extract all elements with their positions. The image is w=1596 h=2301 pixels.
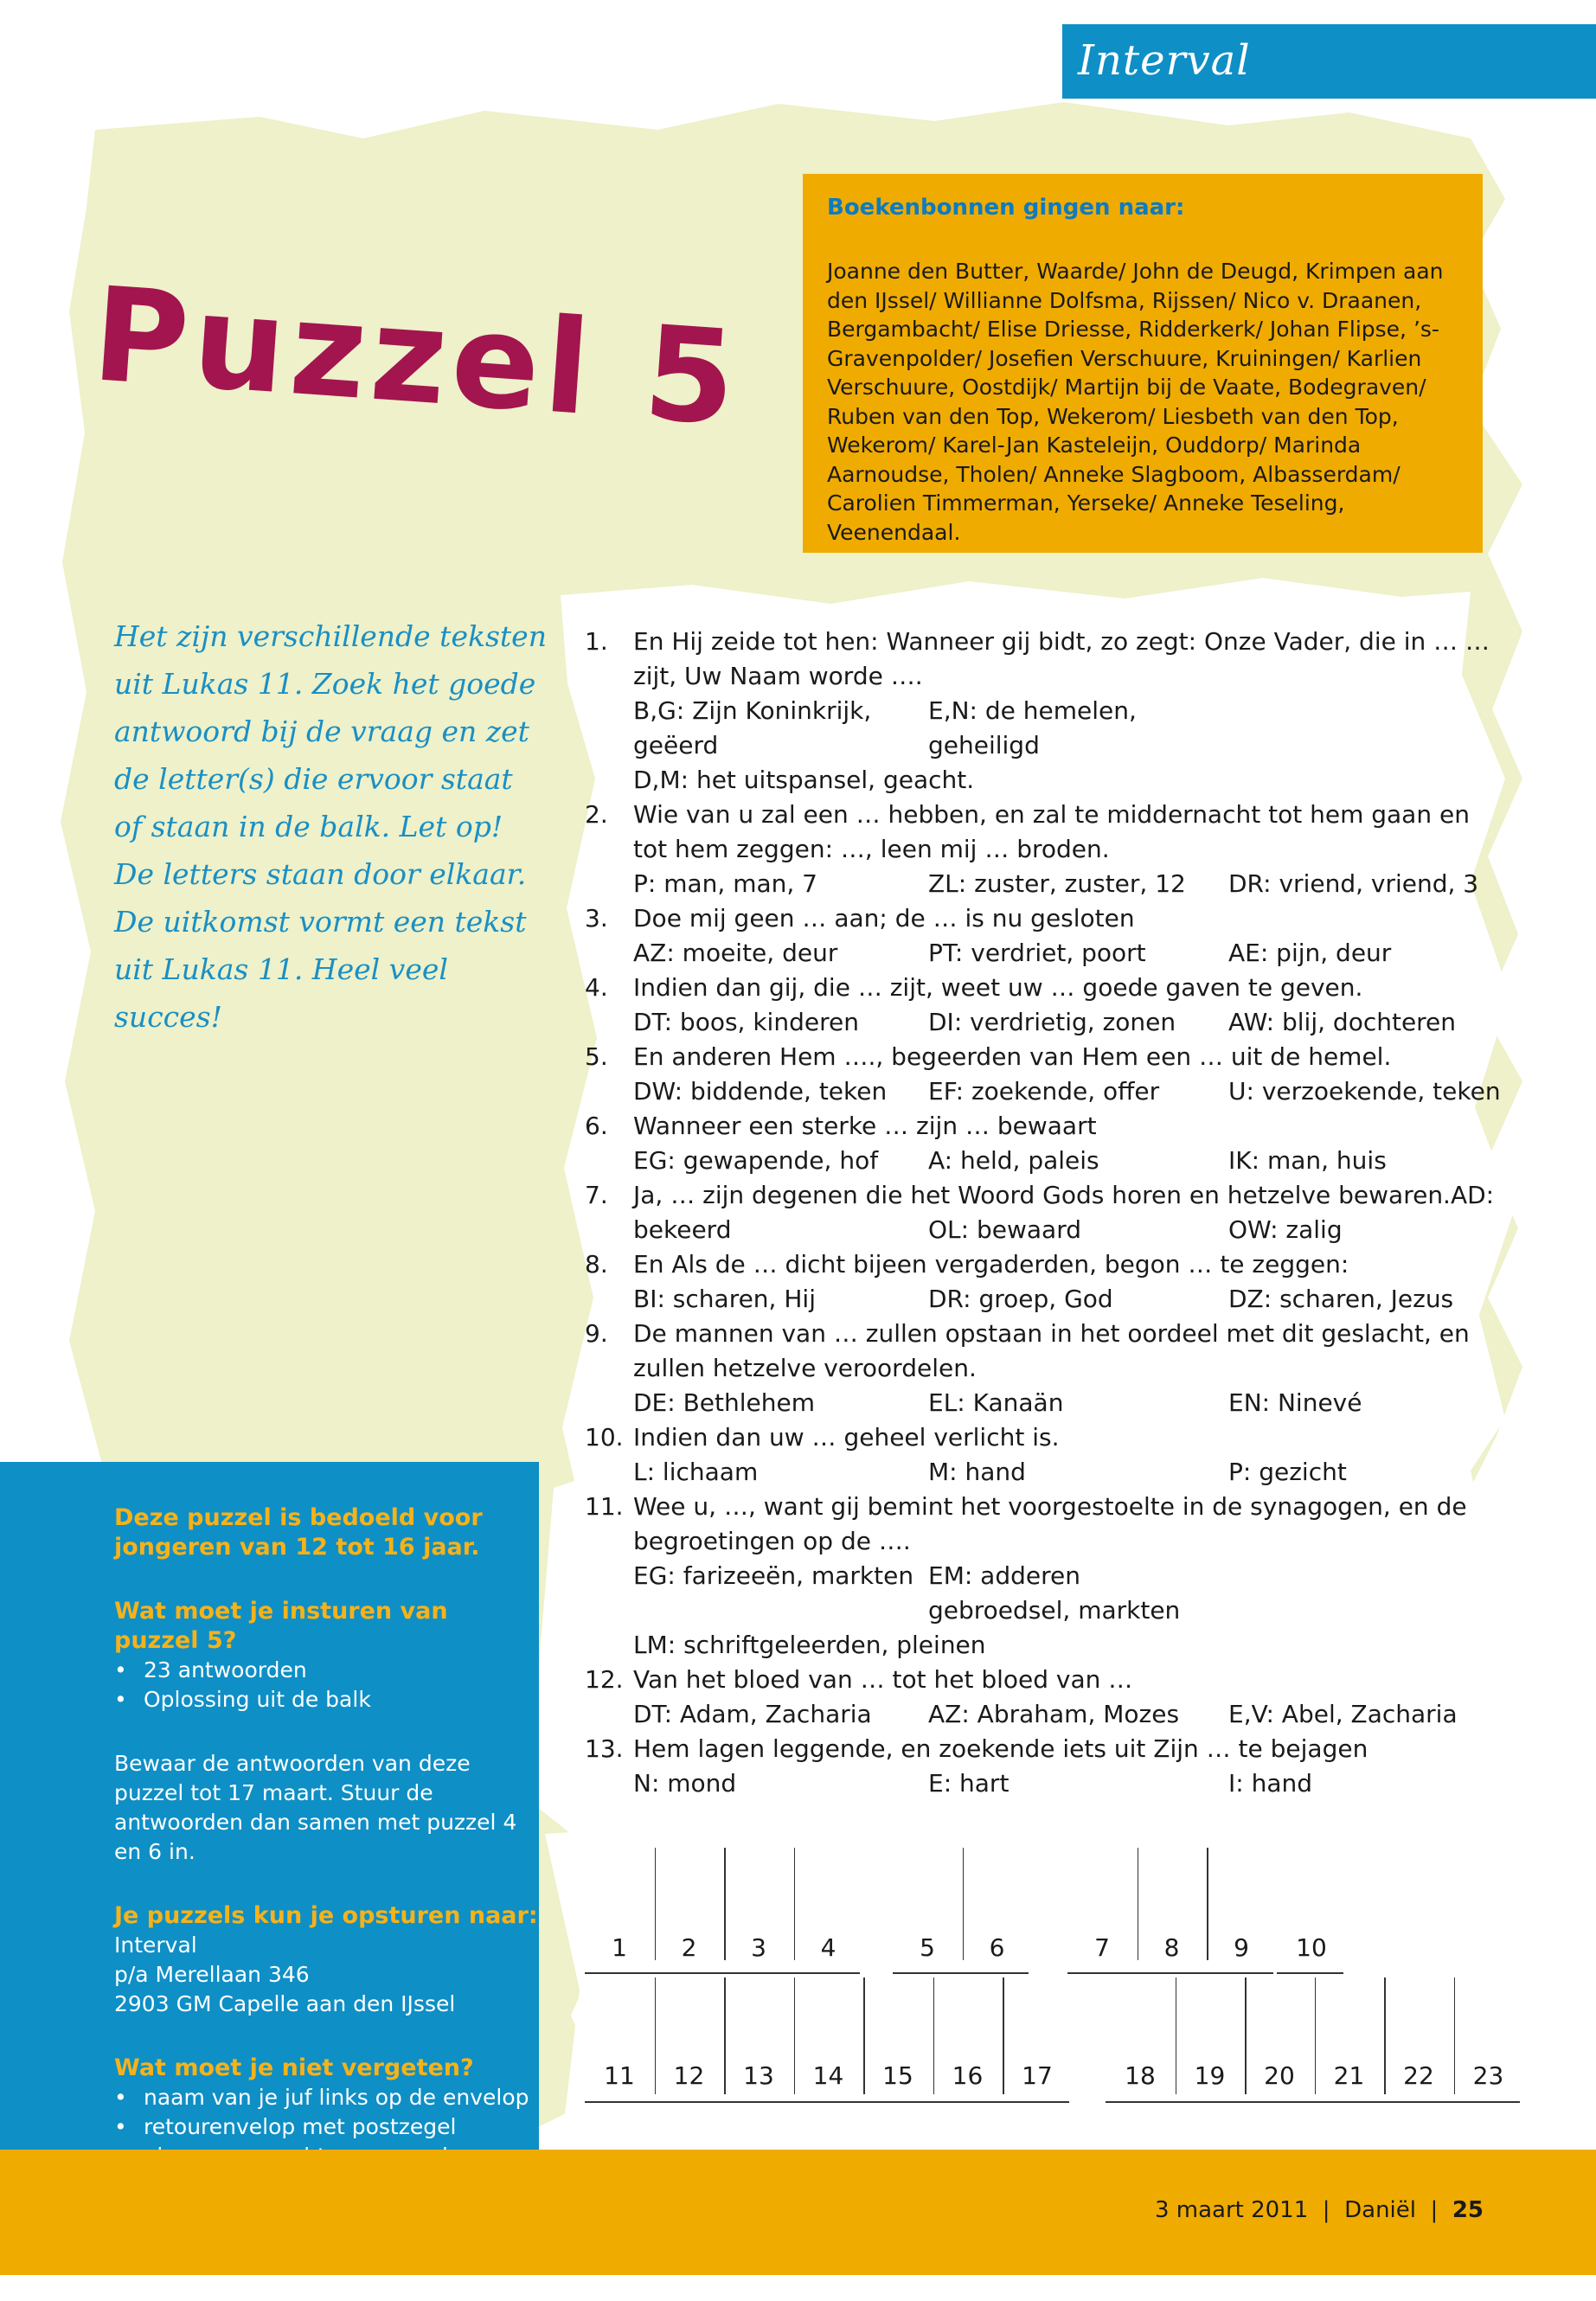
answer-option: D,M: het uitspansel, geacht. <box>633 766 975 794</box>
page-number: 25 <box>1452 2197 1484 2223</box>
question-number: 3. <box>585 904 608 933</box>
question-text: Hem lagen leggende, en zoekende iets uit Zijn … te bejagen <box>633 1734 1368 1763</box>
keep-text: Bewaar de antwoorden van deze puzzel tot 17 maart. Stuur de antwoorden dan samen met puzzel 4 en 6 in. <box>114 1751 517 1864</box>
answer-options <box>633 1282 1502 1317</box>
list-item: • retourenvelop met postzegel <box>114 2112 539 2142</box>
question-text: Doe mij geen … aan; de … is nu gesloten <box>633 904 1135 933</box>
answer-underline <box>893 1972 1029 1974</box>
answer-options <box>633 1559 1502 1628</box>
list-item: • Oplossing uit de balk <box>114 1685 539 1715</box>
answer-options <box>633 1697 1502 1732</box>
answer-option: EF: zoekende, offer <box>928 1077 1160 1106</box>
answer-option: DZ: scharen, Jezus <box>1228 1285 1454 1313</box>
question-item <box>585 625 1502 798</box>
answer-option: N: mond <box>633 1769 737 1798</box>
winners-heading: Boekenbonnen gingen naar: <box>827 195 1185 221</box>
question-list <box>585 625 1502 1801</box>
info-box <box>0 1462 539 2150</box>
question-item <box>585 1040 1502 1109</box>
section-label: Interval <box>1078 36 1251 85</box>
answer-option: E,V: Abel, Zacharia <box>1228 1700 1458 1728</box>
cell-number: 21 <box>1333 2061 1365 2090</box>
address-line: Interval <box>114 1932 197 1958</box>
question-number: 11. <box>585 1492 624 1521</box>
answer-underline <box>1106 2101 1520 2103</box>
cell-number: 20 <box>1264 2061 1295 2090</box>
question-text: De mannen van … zullen opstaan in het oordeel met dit geslacht, en zullen hetzelve veroordelen. <box>633 1319 1470 1382</box>
cell-number: 7 <box>1094 1933 1110 1962</box>
question-number: 1. <box>585 627 608 656</box>
cell-number: 15 <box>882 2061 913 2090</box>
answer-option: EM: adderen gebroedsel, markten <box>928 1561 1181 1625</box>
send-list <box>114 1656 539 1715</box>
answer-option: P: gezicht <box>1228 1458 1347 1486</box>
answer-option: DW: biddende, teken <box>633 1077 888 1106</box>
answer-options <box>633 1074 1502 1109</box>
answer-option: DR: vriend, vriend, 3 <box>1228 869 1479 898</box>
question-number: 4. <box>585 973 608 1002</box>
question-number: 8. <box>585 1250 608 1279</box>
answer-options <box>633 1144 1502 1178</box>
address-line: p/a Merellaan 346 <box>114 1962 310 1987</box>
page-title: Puzzel 5 <box>87 260 746 456</box>
cell-number: 8 <box>1163 1933 1180 1962</box>
winners-list: Joanne den Butter, Waarde/ John de Deugd, Krimpen aan den IJssel/ Willianne Dolfsma, Rijssen/ Nico v. Draanen, Bergambacht/ Elise Driesse, Ridderkerk/ Johan Flipse, ’s-Gravenpolder/ Josefien Verschuure, Kruiningen/ Karlien Verschuure, Oostdijk/ Martijn bij de Vaate, Bodegraven/ Ruben van den Top, Wekerom/ Liesbeth van den Top, Wekerom/ Karel-Jan Kasteleijn, Ouddorp/ Marinda Aarnoudse, Tholen/ Anneke Slagboom, Albasserdam/ Carolien Timmerman, Yerseke/ Anneke Teseling, Veenendaal. <box>827 259 1444 545</box>
question-item <box>585 1178 1502 1247</box>
answer-option: OW: zalig <box>1228 1215 1343 1244</box>
question-text: En Als de … dicht bijeen vergaderden, begon … te zeggen: <box>633 1250 1349 1279</box>
question-item <box>585 901 1502 971</box>
question-number: 7. <box>585 1181 608 1209</box>
question-number: 10. <box>585 1423 624 1452</box>
answer-option: AW: blij, dochteren <box>1228 1008 1457 1036</box>
answer-option: EL: Kanaän <box>928 1388 1064 1417</box>
answer-option: AE: pijn, deur <box>1228 939 1392 967</box>
answer-option: E,N: de hemelen, geheiligd <box>928 696 1137 760</box>
answer-option: EN: Ninevé <box>1228 1388 1362 1417</box>
question-text: Indien dan gij, die … zijt, weet uw … goede gaven te geven. <box>633 973 1363 1002</box>
question-item <box>585 1420 1502 1490</box>
answer-underline <box>585 1972 860 1974</box>
question-number: 6. <box>585 1112 608 1140</box>
cell-number: 18 <box>1125 2061 1156 2090</box>
question-text: Ja, … zijn degenen die het Woord Gods horen en hetzelve bewaren.AD: <box>633 1181 1495 1209</box>
answer-option: AZ: moeite, deur <box>633 939 838 967</box>
answer-options <box>633 936 1502 971</box>
cell-number: 9 <box>1234 1933 1249 1962</box>
cell-number: 17 <box>1022 2061 1053 2090</box>
footer-bar: 3 maart 2011 | Daniël | 25 <box>0 2150 1596 2275</box>
answer-option: A: held, paleis <box>928 1146 1099 1175</box>
forget-heading: Wat moet je niet vergeten? <box>114 2054 474 2081</box>
question-text: Wee u, …, want gij bemint het voorgestoelte in de synagogen, en de begroetingen op de …. <box>633 1492 1467 1555</box>
answer-option: DI: verdrietig, zonen <box>928 1008 1176 1036</box>
list-item: • 23 antwoorden <box>114 1656 539 1685</box>
question-number: 9. <box>585 1319 608 1348</box>
answer-option: DR: groep, God <box>928 1285 1113 1313</box>
answer-option: ZL: zuster, zuster, 12 <box>928 869 1186 898</box>
answer-option: EG: farizeeën, markten <box>633 1561 914 1590</box>
cell-number: 6 <box>989 1933 1005 1962</box>
answer-underline <box>585 2101 1069 2103</box>
answer-option: E: hart <box>928 1769 1010 1798</box>
question-item <box>585 971 1502 1040</box>
answer-bar <box>585 1851 1502 2111</box>
question-item <box>585 1490 1502 1663</box>
question-number: 5. <box>585 1042 608 1071</box>
answer-option: DT: Adam, Zacharia <box>633 1700 872 1728</box>
send-heading: Wat moet je insturen van puzzel 5? <box>114 1598 448 1654</box>
question-text: Wie van u zal een … hebben, en zal te middernacht tot hem gaan en tot hem zeggen: …, leen mij … broden. <box>633 800 1470 863</box>
question-item <box>585 1317 1502 1420</box>
cell-number: 14 <box>812 2061 844 2090</box>
answer-option: P: man, man, 7 <box>633 869 817 898</box>
cell-number: 10 <box>1296 1933 1327 1962</box>
cell-number: 2 <box>681 1933 697 1962</box>
question-number: 2. <box>585 800 608 829</box>
answer-options <box>633 1766 1502 1801</box>
answer-option: I: hand <box>1228 1769 1313 1798</box>
address-heading: Je puzzels kun je opsturen naar: <box>114 1902 538 1929</box>
question-text: Van het bloed van … tot het bloed van … <box>633 1665 1133 1694</box>
answer-options <box>633 1005 1502 1040</box>
cell-number: 4 <box>820 1933 836 1962</box>
question-item <box>585 1109 1502 1178</box>
answer-option: DT: boos, kinderen <box>633 1008 859 1036</box>
cell-number: 13 <box>743 2061 774 2090</box>
answer-option: DE: Bethlehem <box>633 1388 815 1417</box>
question-text: Wanneer een sterke … zijn … bewaart <box>633 1112 1097 1140</box>
answer-option: L: lichaam <box>633 1458 759 1486</box>
cell-number: 22 <box>1403 2061 1434 2090</box>
answer-options <box>633 867 1502 901</box>
question-item <box>585 798 1502 901</box>
cell-number: 3 <box>751 1933 766 1962</box>
question-text: Indien dan uw … geheel verlicht is. <box>633 1423 1060 1452</box>
cell-number: 11 <box>604 2061 635 2090</box>
answer-option: BI: scharen, Hij <box>633 1285 816 1313</box>
instructions-text: Het zijn verschillende teksten uit Lukas 11. Zoek het goede antwoord bij de vraag en zet de letter(s) die ervoor staat of staan in de balk. Let op! De letters staan door elkaar. De uitkomst vormt een tekst uit Lukas 11. Heel veel succes! <box>114 619 547 1034</box>
answer-underline <box>1067 1972 1273 1974</box>
answer-option: bekeerd <box>633 1215 732 1244</box>
answer-option: LM: schriftgeleerden, pleinen <box>633 1631 986 1659</box>
answer-option: OL: bewaard <box>928 1215 1081 1244</box>
question-text: En anderen Hem …., begeerden van Hem een … uit de hemel. <box>633 1042 1392 1071</box>
answer-options <box>633 1455 1502 1490</box>
cell-number: 12 <box>673 2061 705 2090</box>
question-number: 13. <box>585 1734 624 1763</box>
question-text: En Hij zeide tot hen: Wanneer gij bidt, zo zegt: Onze Vader, die in … … zijt, Uw Naam worde …. <box>633 627 1490 690</box>
cell-number: 5 <box>920 1933 935 1962</box>
question-item <box>585 1732 1502 1801</box>
cell-number: 16 <box>952 2061 984 2090</box>
issue-date: 3 maart 2011 <box>1154 2197 1309 2223</box>
section-tab <box>1062 24 1596 99</box>
question-number: 12. <box>585 1665 624 1694</box>
answer-options <box>633 694 1502 763</box>
answer-option: IK: man, huis <box>1228 1146 1387 1175</box>
question-item <box>585 1247 1502 1317</box>
answer-option: AZ: Abraham, Mozes <box>928 1700 1180 1728</box>
answer-options <box>633 1213 1502 1247</box>
answer-option: B,G: Zijn Koninkrijk, geëerd <box>633 696 872 760</box>
list-item: • naam van je juf links op de envelop <box>114 2083 539 2112</box>
answer-options <box>633 1386 1502 1420</box>
cell-number: 1 <box>612 1933 627 1962</box>
target-audience: Deze puzzel is bedoeld voor jongeren van 12 tot 16 jaar. <box>114 1504 483 1561</box>
address-line: 2903 GM Capelle aan den IJssel <box>114 1991 456 2016</box>
winners-box <box>803 174 1483 553</box>
answer-option: U: verzoekende, teken <box>1228 1077 1501 1106</box>
cell-number: 23 <box>1472 2061 1504 2090</box>
magazine-name: Daniël <box>1344 2197 1416 2223</box>
answer-option: PT: verdriet, poort <box>928 939 1146 967</box>
question-item <box>585 1663 1502 1732</box>
answer-option: M: hand <box>928 1458 1026 1486</box>
answer-option: EG: gewapende, hof <box>633 1146 879 1175</box>
cell-number: 19 <box>1194 2061 1226 2090</box>
answer-underline <box>1277 1972 1343 1974</box>
